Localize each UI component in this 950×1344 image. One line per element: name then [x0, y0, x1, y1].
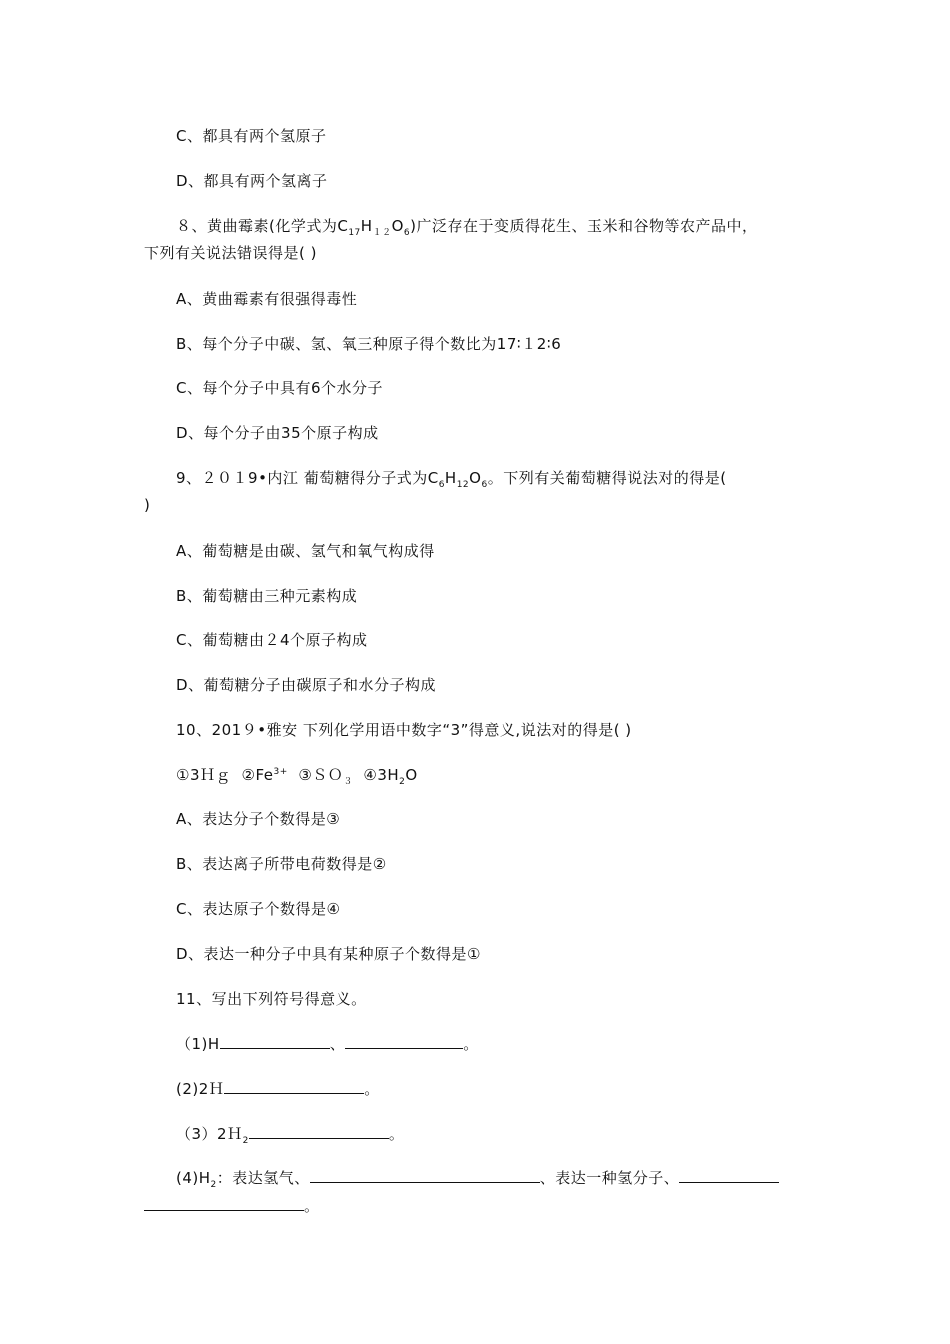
q10-symbol-3-sub: ３ [343, 777, 353, 787]
q11-part-3-end: 。 [388, 1125, 405, 1143]
q11-part-4-sub: 2 [210, 1180, 217, 1190]
answer-blank[interactable] [220, 1034, 330, 1049]
q11-part-1 [176, 1034, 479, 1054]
q9-formula-sub: 6 [481, 480, 488, 490]
q8-stem-line2: 下列有关说法错误得是( ) [144, 244, 317, 262]
q9-formula-text: H [444, 469, 457, 487]
q11-part-3-label: （3）2Ｈ [176, 1125, 243, 1143]
q10-symbol-2-text: ②Fe [241, 766, 274, 784]
q9-option-b: B、葡萄糖由三种元素构成 [176, 587, 358, 605]
q8-option-d: D、每个分子由35个原子构成 [176, 424, 379, 442]
q10-option-d: D、表达一种分子中具有某种原子个数得是① [176, 945, 481, 963]
q8-formula-sub: 17 [348, 228, 361, 238]
answer-blank[interactable] [679, 1168, 779, 1183]
q10-stem: 10、201９•雅安 下列化学用语中数字“3”得意义,说法对的得是( ) [176, 721, 632, 739]
q11-part-4-text-a: ：表达氢气、 [216, 1169, 310, 1187]
q7-option-c: C、都具有两个氢原子 [176, 127, 327, 145]
answer-blank[interactable] [224, 1079, 364, 1094]
q10-symbol-3 [298, 766, 353, 787]
q8-option-a: A、黄曲霉素有很强得毒性 [176, 290, 358, 308]
q10-symbol-4-sub: 2 [399, 777, 406, 787]
q11-part-1-label: （1)H [176, 1035, 220, 1053]
q11-part-2-label: (2)2Ｈ [176, 1080, 225, 1098]
q10-symbol-4-text: ④3H [363, 766, 400, 784]
q9-stem-text: 9、２０１9•内江 葡萄糖得分子式为C [176, 469, 439, 487]
q8-formula-text: H [360, 217, 373, 235]
answer-blank[interactable] [249, 1124, 389, 1139]
q10-symbol-4 [363, 766, 418, 787]
q11-part-4-end: 。 [304, 1197, 320, 1215]
q11-part-2-end: 。 [364, 1080, 380, 1098]
q11-part-1-separator: 、 [329, 1035, 346, 1053]
q9-stem-text: 。下列有关葡萄糖得说法对的得是( [487, 469, 727, 487]
q8-stem-text: )广泛存在于变质得花生、玉米和谷物等农产品中， [410, 217, 758, 235]
q9-formula-text: O [469, 469, 482, 487]
q11-part-4-text-b: 、表达一种氢分子、 [539, 1169, 680, 1187]
q11-part-3 [176, 1124, 404, 1144]
q11-part-3-sub: 2 [242, 1136, 249, 1146]
q10-symbol-1: ①3Ｈｇ [176, 766, 231, 784]
q8-option-c: C、每个分子中具有6个水分子 [176, 379, 384, 397]
q10-option-c: C、表达原子个数得是④ [176, 900, 341, 918]
q8-stem-line1 [176, 216, 757, 236]
q8-stem-text: ８、黄曲霉素(化学式为C [176, 217, 349, 235]
q7-option-d: D、都具有两个氢离子 [176, 172, 328, 190]
q11-stem: 11、写出下列符号得意义。 [176, 990, 367, 1008]
q9-stem-line2: ) [144, 496, 151, 514]
q9-formula-sub: 6 [438, 480, 445, 490]
q11-part-4-label: (4)H [176, 1169, 211, 1187]
q10-option-a: A、表达分子个数得是③ [176, 810, 341, 828]
q11-part-2 [176, 1079, 380, 1099]
q9-formula-sub: 12 [456, 480, 470, 490]
q10-symbol-2 [242, 766, 288, 784]
answer-blank[interactable] [144, 1196, 304, 1211]
q10-option-b: B、表达离子所带电荷数得是② [176, 855, 387, 873]
q9-option-c: C、葡萄糖由２4个原子构成 [176, 631, 368, 649]
q11-part-4-line2 [144, 1196, 320, 1216]
q10-symbol-2-charge: 3+ [273, 767, 288, 777]
q10-symbols [176, 765, 418, 785]
q10-symbol-3-text: ③ＳＯ [298, 766, 344, 784]
answer-blank[interactable] [345, 1034, 463, 1049]
q11-part-1-end: 。 [463, 1035, 479, 1053]
q8-formula-sub: 6 [403, 228, 411, 238]
q9-option-d: D、葡萄糖分子由碳原子和水分子构成 [176, 676, 437, 694]
q8-formula-sub: １２ [372, 228, 392, 238]
q11-part-4-line1 [176, 1168, 779, 1188]
q8-formula-text: O [391, 217, 404, 235]
q9-option-a: A、葡萄糖是由碳、氢气和氧气构成得 [176, 542, 435, 560]
q10-symbol-4-text-b: O [405, 766, 418, 784]
answer-blank[interactable] [310, 1168, 540, 1183]
q8-option-b: B、每个分子中碳、氢、氧三种原子得个数比为17∶１2∶6 [176, 335, 562, 353]
q9-stem-line1 [176, 468, 727, 488]
